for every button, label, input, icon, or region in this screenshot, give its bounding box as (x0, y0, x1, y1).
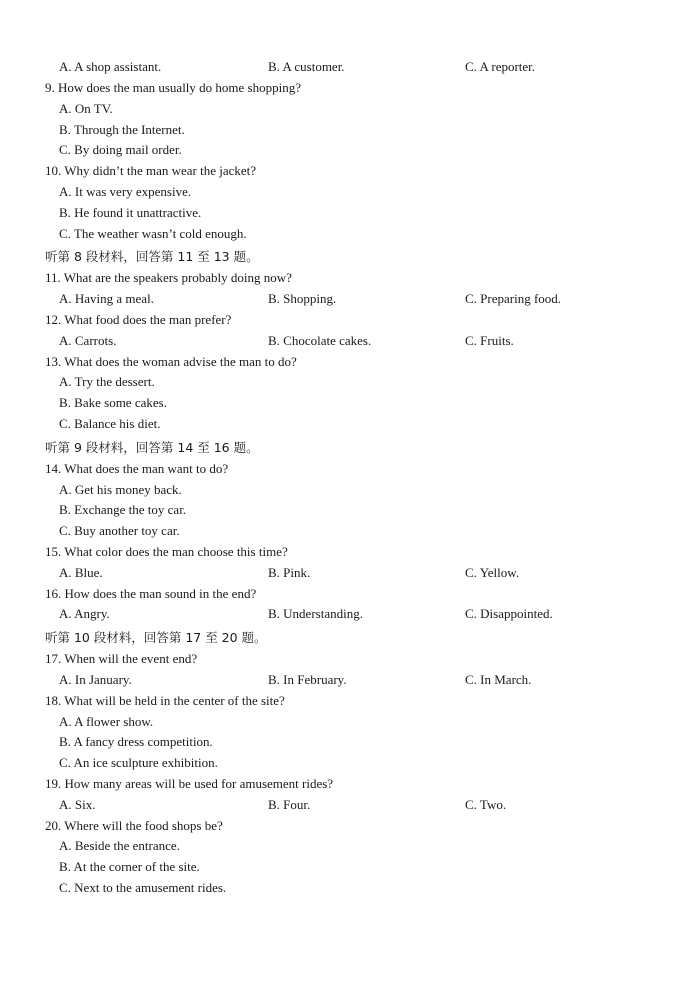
q17-option-a: A. In January. (59, 672, 132, 687)
section-9-text: 听第 9 段材料，回答第 14 至 16 题。 (45, 440, 259, 455)
q20-option-b: B. At the corner of the site. (59, 859, 200, 874)
q13-option-b: B. Bake some cakes. (59, 395, 167, 410)
q18-question (0, 691, 696, 711)
q9-option-c: C. By doing mail order. (59, 142, 182, 157)
q16-option-b: B. Understanding. (268, 606, 363, 621)
q8-option-b: B. A customer. (268, 59, 345, 74)
q20-option-c: C. Next to the amusement rides. (59, 880, 227, 895)
q13-question (0, 352, 696, 372)
q20-option-a-line (0, 836, 696, 856)
q12-option-b: B. Chocolate cakes. (268, 333, 372, 348)
q16-text: 16. How does the man sound in the end? (45, 586, 257, 601)
q14-question (0, 459, 696, 479)
q10-text: 10. Why didn’t the man wear the jacket? (45, 163, 257, 178)
q16-option-a: A. Angry. (59, 606, 110, 621)
q20-option-b-line (0, 857, 696, 877)
q17-options (0, 670, 696, 690)
q9-option-b-line (0, 120, 696, 140)
q14-option-c: C. Buy another toy car. (59, 523, 180, 538)
q14-option-a-line (0, 480, 696, 500)
q11-option-c: C. Preparing food. (465, 291, 562, 306)
q9-question (0, 78, 696, 98)
q18-option-c-line (0, 753, 696, 773)
q16-question (0, 584, 696, 604)
q16-options (0, 604, 696, 624)
q17-option-c: C. In March. (465, 672, 532, 687)
q17-text: 17. When will the event end? (45, 651, 198, 666)
q9-text: 9. How does the man usually do home shopping? (45, 80, 301, 95)
q11-options (0, 289, 696, 309)
q10-option-c: C. The weather wasn’t cold enough. (59, 226, 247, 241)
q11-option-a: A. Having a meal. (59, 291, 154, 306)
q8-options (0, 57, 696, 77)
q12-options (0, 331, 696, 351)
section-8-heading (0, 247, 696, 267)
q11-text: 11. What are the speakers probably doing now? (45, 270, 292, 285)
q19-options (0, 795, 696, 815)
q12-text: 12. What food does the man prefer? (45, 312, 232, 327)
q12-option-a: A. Carrots. (59, 333, 117, 348)
q9-option-a-line (0, 99, 696, 119)
q13-text: 13. What does the woman advise the man to do? (45, 354, 297, 369)
q10-option-b: B. He found it unattractive. (59, 205, 202, 220)
section-9-heading (0, 438, 696, 458)
q19-question (0, 774, 696, 794)
q18-option-b: B. A fancy dress competition. (59, 734, 213, 749)
q10-option-a: A. It was very expensive. (59, 184, 192, 199)
q14-option-a: A. Get his money back. (59, 482, 182, 497)
q19-option-a: A. Six. (59, 797, 96, 812)
q20-option-c-line (0, 878, 696, 898)
q15-option-b: B. Pink. (268, 565, 311, 580)
q18-option-a: A. A flower show. (59, 714, 154, 729)
q14-text: 14. What does the man want to do? (45, 461, 229, 476)
section-8-text: 听第 8 段材料，回答第 11 至 13 题。 (45, 249, 259, 264)
q13-option-c: C. Balance his diet. (59, 416, 161, 431)
q8-option-c: C. A reporter. (465, 59, 536, 74)
q9-option-c-line (0, 140, 696, 160)
q12-question (0, 310, 696, 330)
q8-option-a: A. A shop assistant. (59, 59, 162, 74)
q18-option-a-line (0, 712, 696, 732)
q10-question (0, 161, 696, 181)
q15-text: 15. What color does the man choose this time? (45, 544, 288, 559)
q15-option-c: C. Yellow. (465, 565, 520, 580)
q20-question (0, 816, 696, 836)
q13-option-a-line (0, 372, 696, 392)
q18-option-b-line (0, 732, 696, 752)
q19-option-b: B. Four. (268, 797, 311, 812)
q16-option-c: C. Disappointed. (465, 606, 553, 621)
q9-option-a: A. On TV. (59, 101, 113, 116)
q10-option-b-line (0, 203, 696, 223)
q13-option-c-line (0, 414, 696, 434)
q17-option-b: B. In February. (268, 672, 347, 687)
q11-option-b: B. Shopping. (268, 291, 337, 306)
q13-option-a: A. Try the dessert. (59, 374, 155, 389)
q20-option-a: A. Beside the entrance. (59, 838, 180, 853)
q18-text: 18. What will be held in the center of the site? (45, 693, 285, 708)
q15-options (0, 563, 696, 583)
q15-option-a: A. Blue. (59, 565, 103, 580)
q14-option-b-line (0, 500, 696, 520)
q19-text: 19. How many areas will be used for amusement rides? (45, 776, 334, 791)
q17-question (0, 649, 696, 669)
q20-text: 20. Where will the food shops be? (45, 818, 223, 833)
q13-option-b-line (0, 393, 696, 413)
q11-question (0, 268, 696, 288)
q18-option-c: C. An ice sculpture exhibition. (59, 755, 218, 770)
q12-option-c: C. Fruits. (465, 333, 514, 348)
q14-option-b: B. Exchange the toy car. (59, 502, 187, 517)
q10-option-a-line (0, 182, 696, 202)
q14-option-c-line (0, 521, 696, 541)
q9-option-b: B. Through the Internet. (59, 122, 185, 137)
section-10-heading (0, 628, 696, 648)
q10-option-c-line (0, 224, 696, 244)
q19-option-c: C. Two. (465, 797, 507, 812)
q15-question (0, 542, 696, 562)
section-10-text: 听第 10 段材料，回答第 17 至 20 题。 (45, 630, 267, 645)
